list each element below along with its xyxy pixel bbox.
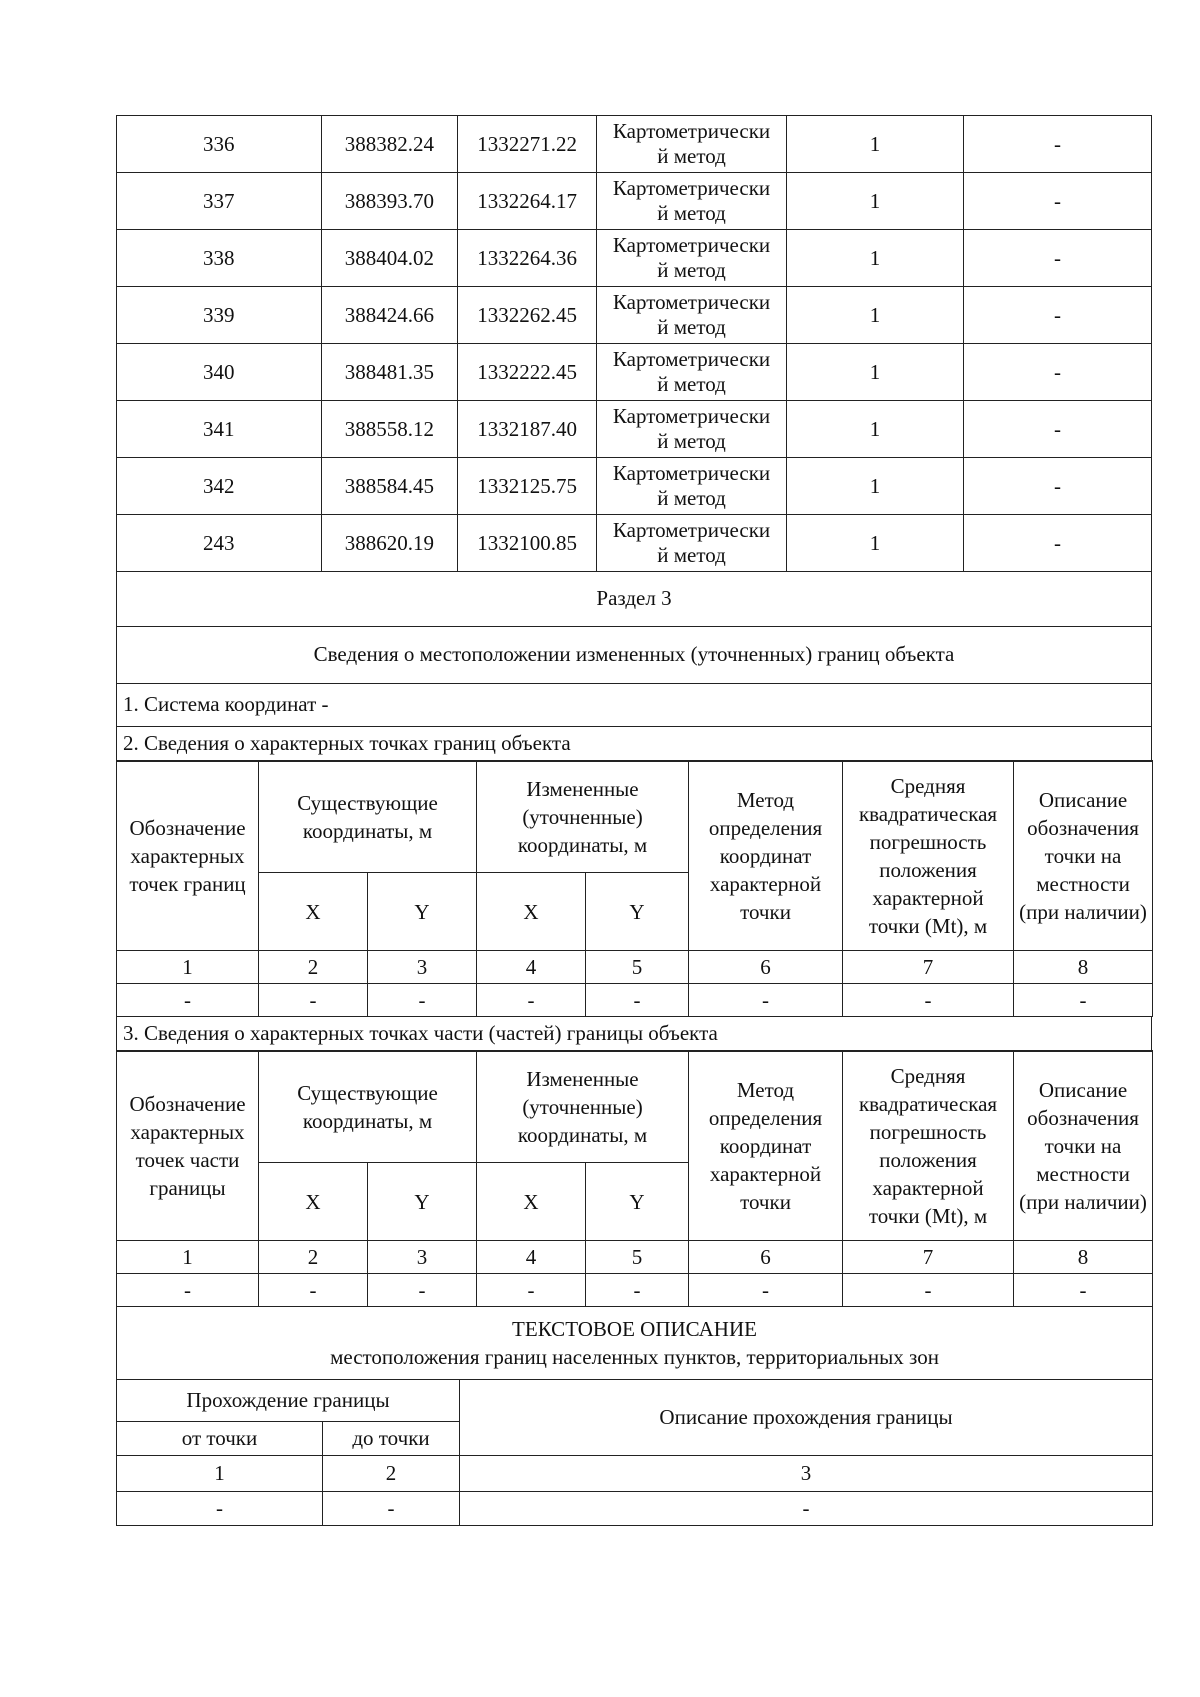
header-accuracy: Средняя квадратическая погрешность положения характерной точки (Mt), м: [843, 1051, 1014, 1241]
point-id: 340: [117, 344, 322, 401]
point-description: -: [963, 173, 1151, 230]
method-line: й метод: [657, 258, 726, 282]
header-to-point: до точки: [323, 1421, 460, 1455]
point-y: 1332222.45: [458, 344, 597, 401]
column-number: 6: [689, 951, 843, 984]
table-row: [117, 458, 1152, 515]
point-y: 1332100.85: [458, 515, 597, 572]
point-description: -: [963, 458, 1151, 515]
point-id: 339: [117, 287, 322, 344]
text-description-heading: [117, 1306, 1153, 1379]
method-line: й метод: [657, 486, 726, 510]
header-x: X: [259, 1163, 368, 1241]
column-number: 7: [843, 1241, 1014, 1274]
table-header-row: [117, 1051, 1153, 1163]
table-header-row: [117, 761, 1153, 873]
point-accuracy: 1: [787, 116, 964, 173]
point-accuracy: 1: [787, 401, 964, 458]
header-changed-coords: Измененные (уточненные) координаты, м: [477, 761, 689, 873]
part-points-table: [116, 1050, 1153, 1307]
text-description-subtitle: местоположения границ населенных пунктов, территориальных зон: [330, 1344, 939, 1369]
table-row: [117, 401, 1152, 458]
point-y: 1332262.45: [458, 287, 597, 344]
header-existing-coords: Существующие координаты, м: [259, 761, 477, 873]
cell-empty: -: [477, 984, 586, 1017]
table-row: [117, 287, 1152, 344]
column-numbers-row: [117, 1241, 1153, 1274]
table-row: [117, 230, 1152, 287]
point-description: -: [963, 287, 1151, 344]
point-id: 337: [117, 173, 322, 230]
point-id: 342: [117, 458, 322, 515]
column-number: 4: [477, 1241, 586, 1274]
column-number: 8: [1014, 1241, 1153, 1274]
point-y: 1332264.17: [458, 173, 597, 230]
part-points-heading: [116, 1016, 1152, 1052]
cell-empty: -: [368, 1274, 477, 1307]
header-designation: Обозначение характерных точек границ: [117, 761, 259, 951]
cell-empty: -: [586, 1274, 689, 1307]
column-number: 6: [689, 1241, 843, 1274]
point-x: 388558.12: [321, 401, 458, 458]
point-description: -: [963, 230, 1151, 287]
point-method: [596, 344, 786, 401]
cell-empty: -: [1014, 1274, 1153, 1307]
cell-empty: -: [117, 1274, 259, 1307]
boundary-points-title: 2. Сведения о характерных точках границ объекта: [117, 726, 1152, 761]
text-description-title: ТЕКСТОВОЕ ОПИСАНИЕ: [512, 1316, 757, 1341]
column-number: 4: [477, 951, 586, 984]
boundary-points-table: [116, 760, 1153, 1017]
points-table: [116, 115, 1152, 572]
header-method: Метод определения координат характерной точки: [689, 1051, 843, 1241]
point-id: 243: [117, 515, 322, 572]
table-row: [117, 1491, 1153, 1525]
method-line: й метод: [657, 543, 726, 567]
header-y: Y: [368, 1163, 477, 1241]
column-number: 1: [117, 951, 259, 984]
point-method: [596, 230, 786, 287]
column-number: 5: [586, 1241, 689, 1274]
point-accuracy: 1: [787, 458, 964, 515]
header-from-point: от точки: [117, 1421, 323, 1455]
header-y: Y: [586, 873, 689, 951]
table-row: [117, 1274, 1153, 1307]
header-description: Описание обозначения точки на местности (при наличии): [1014, 761, 1153, 951]
coordinate-system: 1. Система координат -: [117, 683, 1152, 726]
table-row: [117, 515, 1152, 572]
section-subtitle: Сведения о местоположении измененных (уточненных) границ объекта: [117, 626, 1152, 683]
header-designation: Обозначение характерных точек части границы: [117, 1051, 259, 1241]
column-number: 3: [368, 1241, 477, 1274]
column-number: 8: [1014, 951, 1153, 984]
point-accuracy: 1: [787, 344, 964, 401]
header-method: Метод определения координат характерной точки: [689, 761, 843, 951]
point-x: 388620.19: [321, 515, 458, 572]
column-number: 2: [323, 1455, 460, 1491]
point-id: 338: [117, 230, 322, 287]
table-row: [117, 173, 1152, 230]
column-number: 2: [259, 1241, 368, 1274]
header-accuracy: Средняя квадратическая погрешность положения характерной точки (Mt), м: [843, 761, 1014, 951]
method-line: Картометрически: [612, 176, 771, 200]
method-line: Картометрически: [612, 119, 771, 143]
cell-empty: -: [689, 984, 843, 1017]
column-number: 1: [117, 1455, 323, 1491]
point-id: 336: [117, 116, 322, 173]
point-y: 1332271.22: [458, 116, 597, 173]
cell-empty: -: [368, 984, 477, 1017]
method-line: Картометрически: [612, 290, 771, 314]
method-line: й метод: [657, 429, 726, 453]
part-points-title: 3. Сведения о характерных точках части (частей) границы объекта: [117, 1016, 1152, 1051]
point-y: 1332264.36: [458, 230, 597, 287]
table-header-row: [117, 1379, 1153, 1421]
point-x: 388382.24: [321, 116, 458, 173]
section-header: [116, 571, 1152, 762]
point-y: 1332187.40: [458, 401, 597, 458]
point-y: 1332125.75: [458, 458, 597, 515]
section-title: Раздел 3: [117, 571, 1152, 626]
point-description: -: [963, 344, 1151, 401]
column-number: 1: [117, 1241, 259, 1274]
method-line: й метод: [657, 372, 726, 396]
point-method: [596, 458, 786, 515]
cell-empty: -: [460, 1491, 1153, 1525]
document-page: [116, 115, 1152, 1526]
cell-empty: -: [843, 984, 1014, 1017]
point-accuracy: 1: [787, 173, 964, 230]
point-method: [596, 287, 786, 344]
method-line: Картометрически: [612, 461, 771, 485]
column-numbers-row: [117, 951, 1153, 984]
cell-empty: -: [689, 1274, 843, 1307]
column-number: 3: [368, 951, 477, 984]
point-accuracy: 1: [787, 287, 964, 344]
header-x: X: [259, 873, 368, 951]
cell-empty: -: [323, 1491, 460, 1525]
point-method: [596, 401, 786, 458]
cell-empty: -: [117, 984, 259, 1017]
method-line: й метод: [657, 144, 726, 168]
point-description: -: [963, 401, 1151, 458]
method-line: й метод: [657, 201, 726, 225]
method-line: Картометрически: [612, 404, 771, 428]
method-line: й метод: [657, 315, 726, 339]
point-x: 388393.70: [321, 173, 458, 230]
header-x: X: [477, 1163, 586, 1241]
cell-empty: -: [1014, 984, 1153, 1017]
column-number: 2: [259, 951, 368, 984]
header-changed-coords: Измененные (уточненные) координаты, м: [477, 1051, 689, 1163]
table-row: [117, 984, 1153, 1017]
cell-empty: -: [586, 984, 689, 1017]
cell-empty: -: [259, 1274, 368, 1307]
point-id: 341: [117, 401, 322, 458]
point-accuracy: 1: [787, 515, 964, 572]
header-existing-coords: Существующие координаты, м: [259, 1051, 477, 1163]
point-x: 388481.35: [321, 344, 458, 401]
point-x: 388584.45: [321, 458, 458, 515]
cell-empty: -: [117, 1491, 323, 1525]
header-passage: Прохождение границы: [117, 1379, 460, 1421]
point-method: [596, 515, 786, 572]
point-method: [596, 116, 786, 173]
header-x: X: [477, 873, 586, 951]
header-y: Y: [368, 873, 477, 951]
method-line: Картометрически: [612, 347, 771, 371]
header-passage-description: Описание прохождения границы: [460, 1379, 1153, 1455]
method-line: Картометрически: [612, 518, 771, 542]
column-number: 5: [586, 951, 689, 984]
point-method: [596, 173, 786, 230]
cell-empty: -: [259, 984, 368, 1017]
cell-empty: -: [477, 1274, 586, 1307]
point-accuracy: 1: [787, 230, 964, 287]
point-description: -: [963, 515, 1151, 572]
point-x: 388404.02: [321, 230, 458, 287]
column-number: 3: [460, 1455, 1153, 1491]
method-line: Картометрически: [612, 233, 771, 257]
text-description-table: [116, 1306, 1153, 1526]
column-number: 7: [843, 951, 1014, 984]
point-x: 388424.66: [321, 287, 458, 344]
table-row: [117, 344, 1152, 401]
header-description: Описание обозначения точки на местности (при наличии): [1014, 1051, 1153, 1241]
cell-empty: -: [843, 1274, 1014, 1307]
header-y: Y: [586, 1163, 689, 1241]
table-row: [117, 116, 1152, 173]
point-description: -: [963, 116, 1151, 173]
column-numbers-row: [117, 1455, 1153, 1491]
